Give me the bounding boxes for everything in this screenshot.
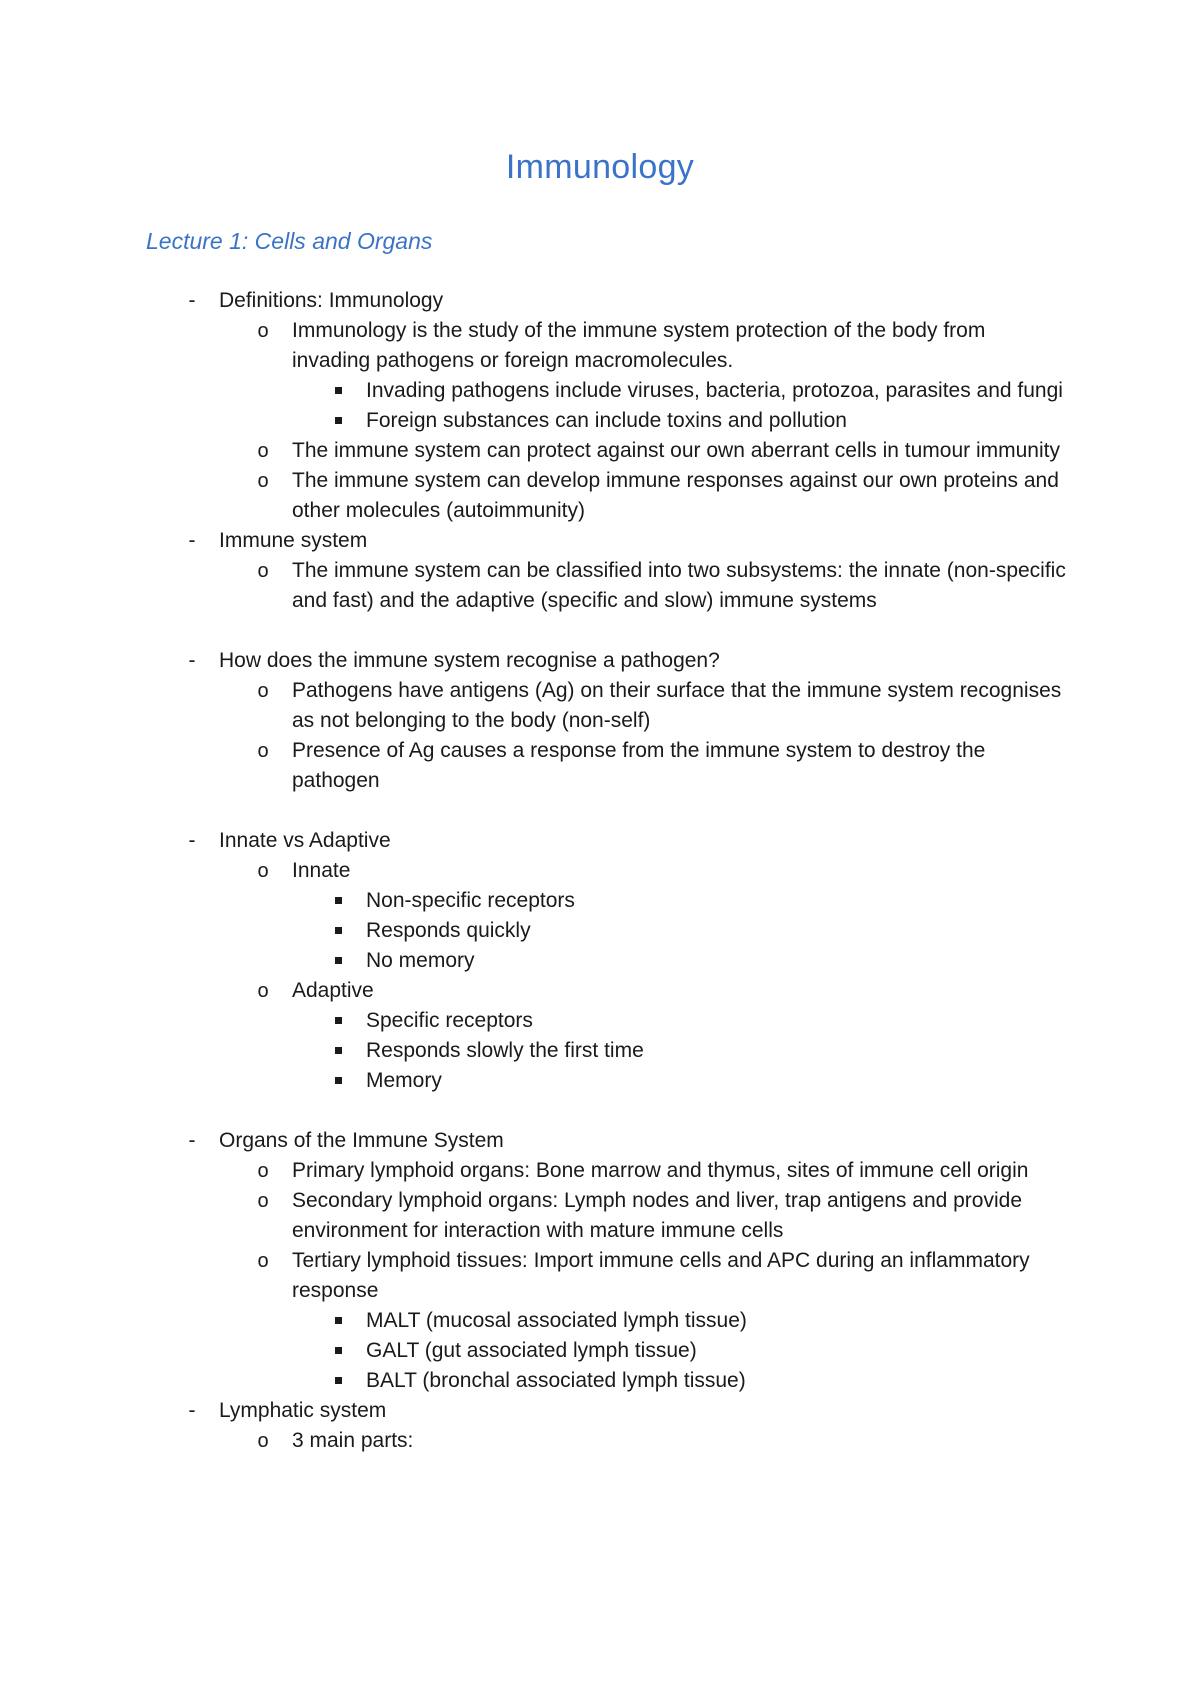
list-text: BALT (bronchal associated lymph tissue)	[366, 1369, 746, 1392]
list-item	[0, 436, 1200, 466]
list-item	[0, 1066, 1200, 1096]
list-text: Immunology is the study of the immune system protection of the body from invading pathogens or foreign macromolecules.	[292, 319, 986, 372]
list-item	[0, 676, 1200, 736]
list-item	[0, 1156, 1200, 1186]
circle-bullet: o	[257, 980, 269, 1002]
square-bullet-icon	[328, 406, 348, 436]
list-text: Innate	[292, 859, 351, 882]
document-title: Immunology	[505, 148, 695, 186]
list-text: Memory	[366, 1069, 442, 1092]
list-text: The immune system can protect against our own aberrant cells in tumour immunity	[292, 439, 1060, 462]
circle-bullet: o	[257, 740, 269, 762]
section-heading-lymphatic: Lymphatic system	[219, 1399, 387, 1422]
list-text: The immune system can develop immune responses against our own proteins and other molecules (autoimmunity)	[292, 469, 1059, 522]
list-text: Responds slowly the first time	[366, 1039, 644, 1062]
list-text: Secondary lymphoid organs: Lymph nodes and liver, trap antigens and provide environment for interaction with mature immune cells	[292, 1189, 1023, 1242]
square-bullet-icon	[328, 946, 348, 976]
list-text: Adaptive	[292, 979, 374, 1002]
list-text: The immune system can be classified into two subsystems: the innate (non-specific and fast) and the adaptive (specific and slow) immune systems	[292, 559, 1066, 612]
list-item	[0, 1006, 1200, 1036]
circle-bullet: o	[257, 1250, 269, 1272]
list-item	[0, 916, 1200, 946]
list-item	[0, 556, 1200, 616]
section-heading-recognise: How does the immune system recognise a pathogen?	[219, 649, 720, 672]
list-item	[0, 646, 1200, 676]
lecture-heading: Lecture 1: Cells and Organs	[146, 228, 433, 254]
list-item	[0, 526, 1200, 556]
list-item	[0, 286, 1200, 316]
list-item	[0, 376, 1200, 406]
circle-bullet: o	[257, 560, 269, 582]
list-text: 3 main parts:	[292, 1429, 414, 1452]
circle-bullet: o	[257, 1160, 269, 1182]
list-text: Pathogens have antigens (Ag) on their surface that the immune system recognises as not belonging to the body (non-self)	[292, 679, 1062, 732]
list-text: Non-specific receptors	[366, 889, 575, 912]
list-item	[0, 1186, 1200, 1246]
circle-bullet: o	[257, 440, 269, 462]
list-text: Responds quickly	[366, 919, 531, 942]
list-item	[0, 826, 1200, 856]
square-bullet-icon	[328, 1336, 348, 1366]
list-item	[0, 1336, 1200, 1366]
circle-bullet: o	[257, 1430, 269, 1452]
list-text: Invading pathogens include viruses, bacteria, protozoa, parasites and fungi	[366, 379, 1063, 402]
list-item	[0, 1036, 1200, 1066]
list-text: GALT (gut associated lymph tissue)	[366, 1339, 697, 1362]
dash-bullet: -	[188, 829, 196, 852]
list-item	[0, 1396, 1200, 1426]
list-item	[0, 736, 1200, 796]
list-item	[0, 1246, 1200, 1306]
section-heading-innate-vs-adaptive: Innate vs Adaptive	[219, 829, 391, 852]
square-bullet-icon	[328, 886, 348, 916]
section-heading-immune-system: Immune system	[219, 529, 368, 552]
list-item	[0, 976, 1200, 1006]
dash-bullet: -	[188, 1129, 196, 1152]
list-item	[0, 886, 1200, 916]
dash-bullet: -	[188, 529, 196, 552]
spacer	[0, 1096, 1200, 1126]
list-text: No memory	[366, 949, 475, 972]
circle-bullet: o	[257, 1190, 269, 1212]
list-text: Primary lymphoid organs: Bone marrow and thymus, sites of immune cell origin	[292, 1159, 1029, 1182]
circle-bullet: o	[257, 680, 269, 702]
list-item	[0, 406, 1200, 436]
list-text: MALT (mucosal associated lymph tissue)	[366, 1309, 747, 1332]
circle-bullet: o	[257, 320, 269, 342]
notes-content	[0, 286, 1200, 1456]
list-item	[0, 1126, 1200, 1156]
circle-bullet: o	[257, 860, 269, 882]
square-bullet-icon	[328, 1006, 348, 1036]
square-bullet-icon	[328, 1036, 348, 1066]
spacer	[0, 616, 1200, 646]
list-item	[0, 316, 1200, 376]
square-bullet-icon	[328, 1066, 348, 1096]
circle-bullet: o	[257, 470, 269, 492]
list-text: Presence of Ag causes a response from the immune system to destroy the pathogen	[292, 739, 986, 792]
square-bullet-icon	[328, 916, 348, 946]
list-item	[0, 466, 1200, 526]
list-item	[0, 1306, 1200, 1336]
square-bullet-icon	[328, 1366, 348, 1396]
section-heading-definitions: Definitions: Immunology	[219, 289, 444, 312]
list-text: Tertiary lymphoid tissues: Import immune cells and APC during an inflammatory response	[292, 1249, 1030, 1302]
dash-bullet: -	[188, 289, 196, 312]
list-text: Foreign substances can include toxins and pollution	[366, 409, 847, 432]
dash-bullet: -	[188, 1399, 196, 1422]
list-item	[0, 1366, 1200, 1396]
list-item	[0, 856, 1200, 886]
section-heading-organs: Organs of the Immune System	[219, 1129, 504, 1152]
list-item	[0, 1426, 1200, 1456]
spacer	[0, 796, 1200, 826]
square-bullet-icon	[328, 376, 348, 406]
square-bullet-icon	[328, 1306, 348, 1336]
list-text: Specific receptors	[366, 1009, 533, 1032]
dash-bullet: -	[188, 649, 196, 672]
list-item	[0, 946, 1200, 976]
